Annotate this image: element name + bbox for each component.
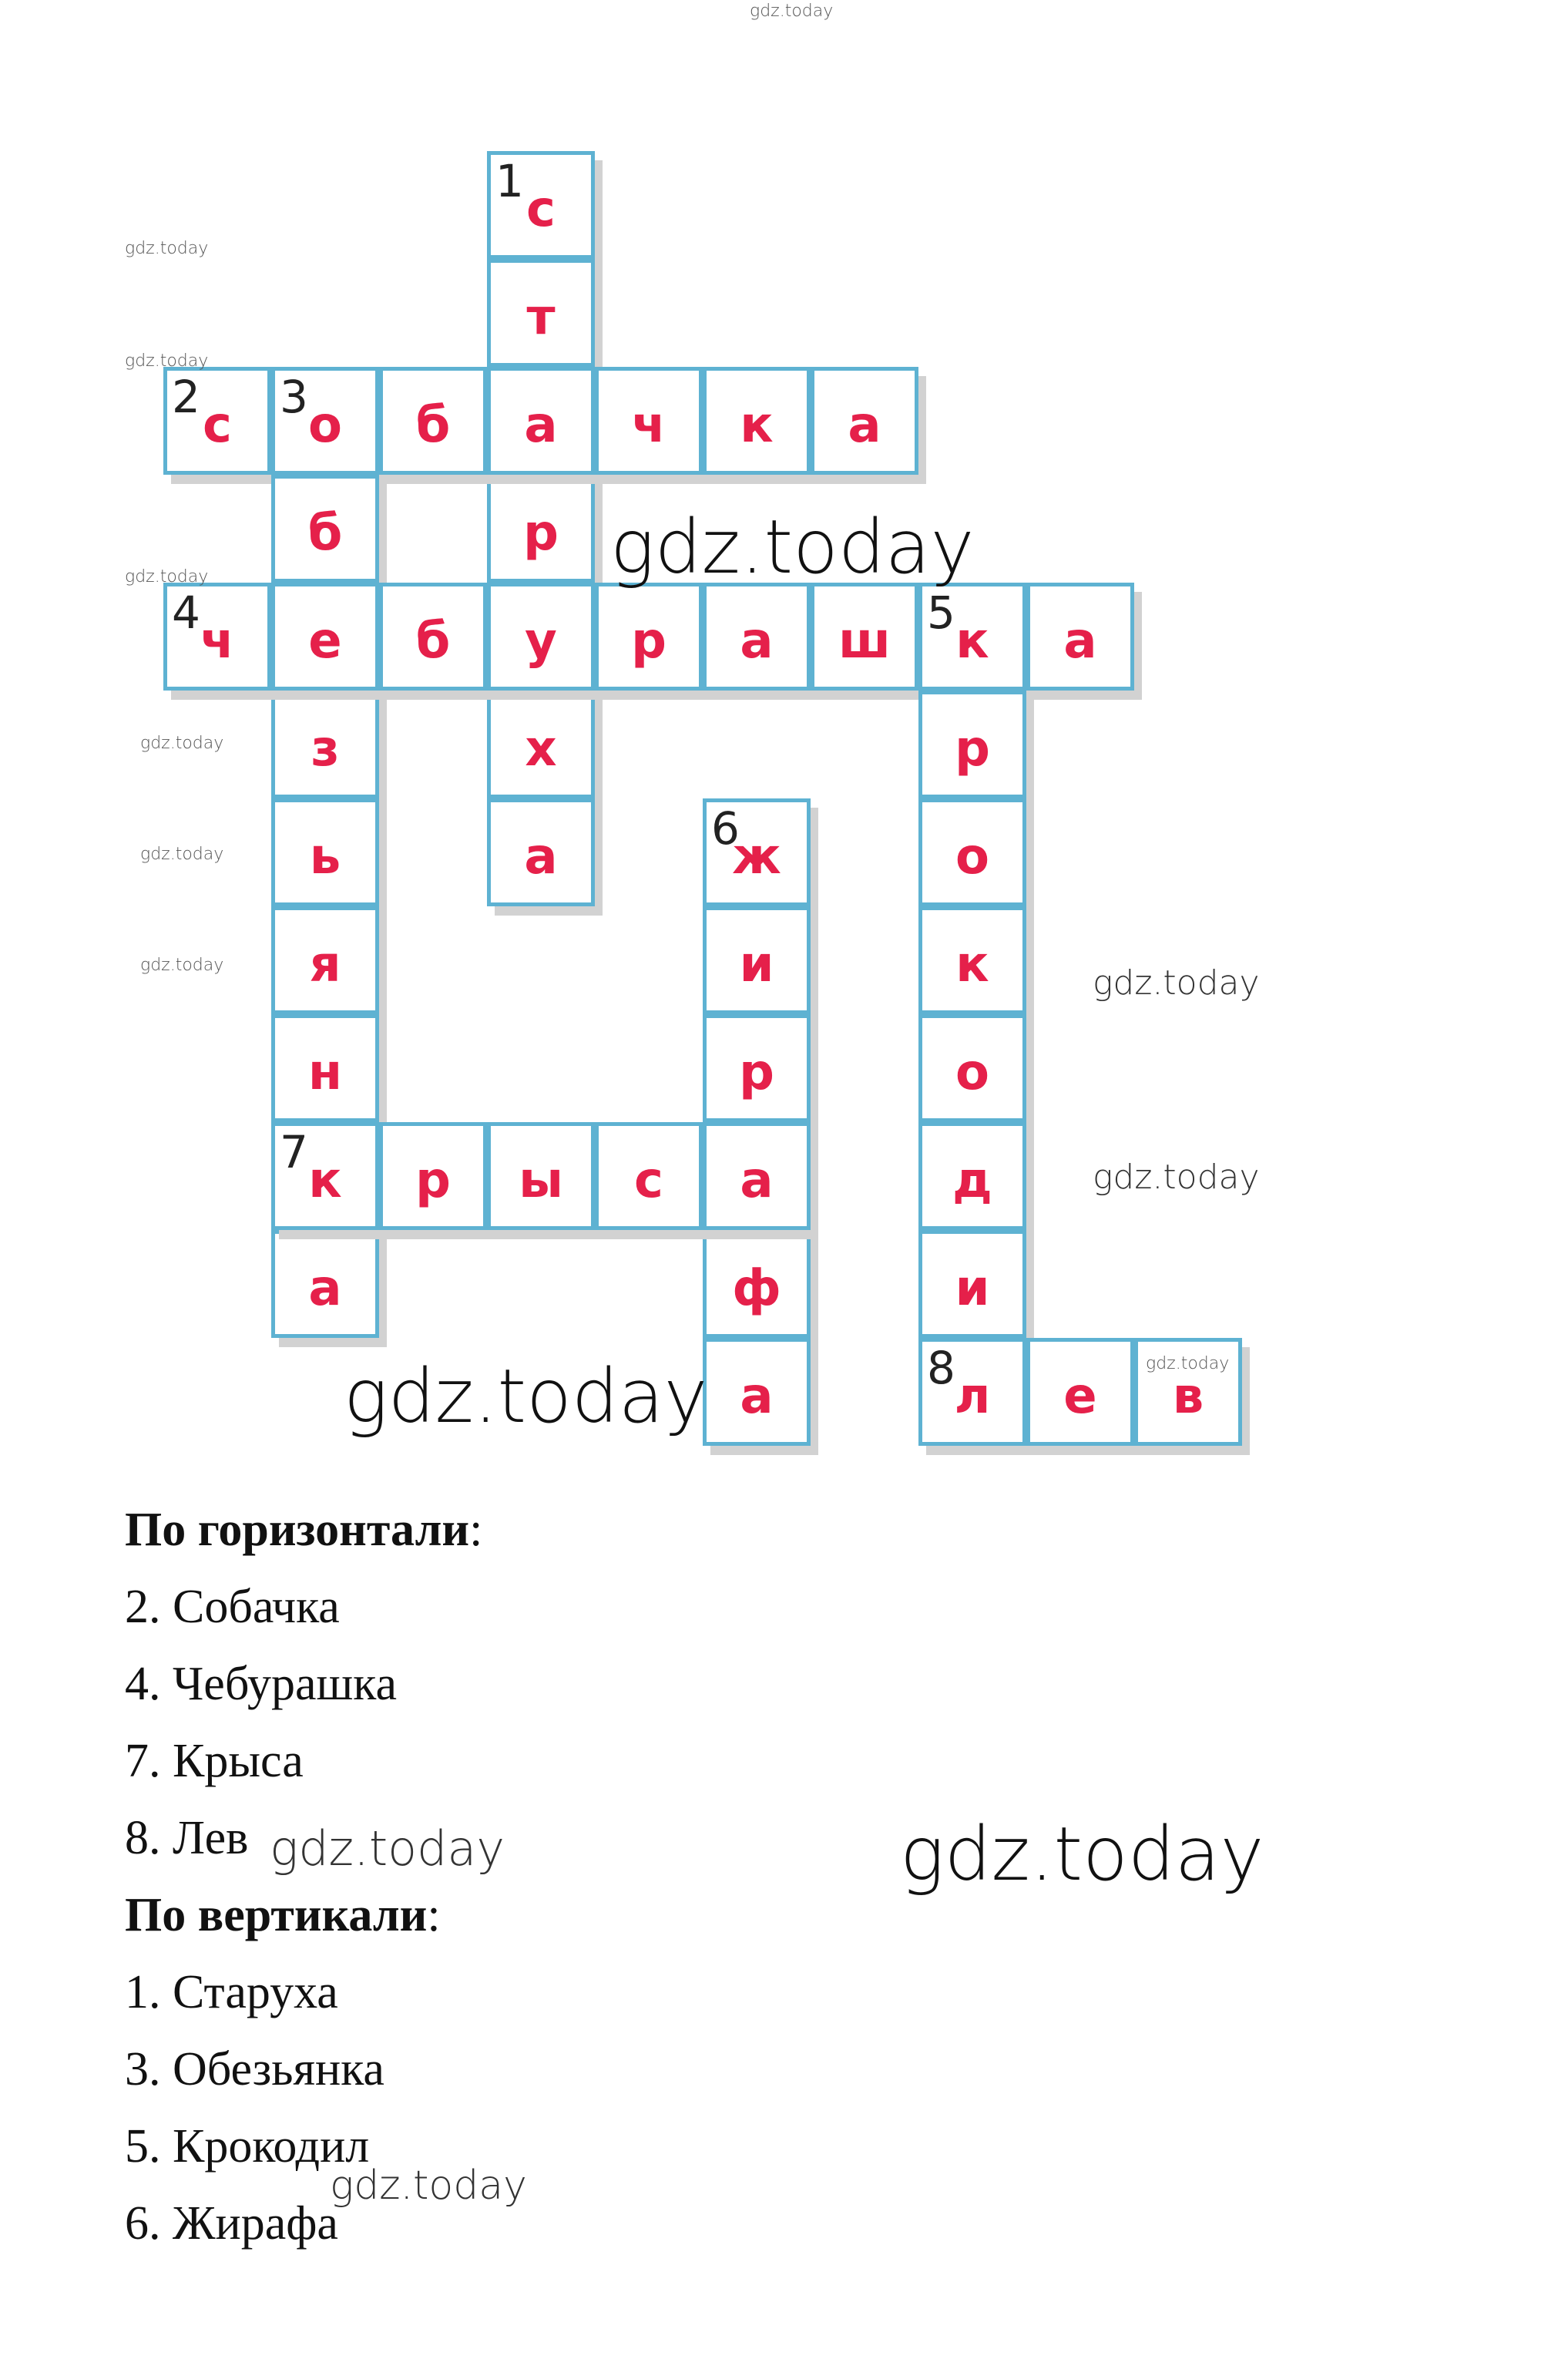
watermark: gdz.today (1146, 1354, 1230, 1373)
watermark: gdz.today (125, 567, 209, 586)
crossword-cell (595, 583, 703, 691)
crossword-cell (811, 367, 918, 475)
crossword-cell (703, 906, 811, 1014)
cell-letter: р (415, 1152, 451, 1209)
crossword-cell (1026, 583, 1134, 691)
cell-letter: е (308, 613, 342, 670)
cell-letter: к (955, 936, 989, 993)
crossword-cell (163, 367, 271, 475)
clue-number: 1 (495, 155, 524, 207)
crossword-cell (703, 1122, 811, 1230)
cell-letter: р (955, 721, 990, 778)
crossword-cell (379, 1122, 487, 1230)
crossword-cell (811, 583, 918, 691)
horizontal-heading (125, 1503, 482, 1558)
cell-letter: д (952, 1152, 992, 1209)
cell-letter: б (415, 397, 451, 454)
answer-line: 2. Собачка (125, 1581, 340, 1633)
cell-letter: и (955, 1260, 990, 1317)
cell-letter: ш (838, 613, 891, 670)
crossword-cell (271, 475, 379, 583)
watermark: gdz.today (610, 504, 975, 590)
cell-letter: а (524, 828, 558, 886)
cell-letter: и (739, 936, 774, 993)
heading-colon: : (427, 1889, 441, 1941)
heading-colon: : (469, 1504, 483, 1556)
crossword-cell (379, 367, 487, 475)
crossword-cell (1026, 1338, 1134, 1446)
cell-letter: о (955, 828, 989, 886)
cell-letter: р (523, 505, 559, 562)
clue-number: 5 (927, 586, 955, 639)
crossword-cell (918, 691, 1026, 798)
crossword-cell (379, 583, 487, 691)
cell-letter: а (524, 397, 558, 454)
crossword-cell (271, 691, 379, 798)
crossword-cell (703, 1014, 811, 1122)
vertical-title: По вертикали (125, 1889, 428, 1941)
crossword-cell (271, 1014, 379, 1122)
crossword-cell (703, 583, 811, 691)
cell-letter: а (848, 397, 881, 454)
cell-letter: ж (732, 828, 781, 886)
cell-letter: ф (732, 1260, 781, 1317)
crossword-cell (918, 583, 1026, 691)
crossword-cell (487, 1122, 595, 1230)
cell-letter: е (1063, 1368, 1097, 1425)
cell-letter: я (309, 936, 341, 993)
cell-letter: в (1172, 1368, 1204, 1425)
cell-letter: к (308, 1152, 342, 1209)
cell-letter: р (739, 1044, 774, 1101)
cell-letter: а (740, 1368, 774, 1425)
crossword-cell (918, 1230, 1026, 1338)
crossword-cell (487, 475, 595, 583)
answer-line: 8. Лев (125, 1812, 249, 1864)
watermark: gdz.today (330, 2163, 527, 2209)
clue-number: 3 (280, 371, 308, 423)
crossword-cell (487, 151, 595, 259)
crossword-cell (918, 906, 1026, 1014)
cell-letter: л (954, 1368, 991, 1425)
watermark: gdz.today (1093, 1158, 1260, 1197)
watermark: gdz.today (1093, 963, 1260, 1003)
crossword-cell (487, 367, 595, 475)
watermark: gdz.today (270, 1820, 505, 1877)
crossword-cell (271, 1230, 379, 1338)
cell-letter: т (526, 289, 556, 346)
watermark: gdz.today (125, 239, 209, 258)
cell-letter: х (525, 721, 557, 778)
cell-letter: о (955, 1044, 989, 1101)
cell-letter: а (740, 1152, 774, 1209)
cell-letter: ч (632, 397, 666, 454)
crossword-cell (487, 691, 595, 798)
crossword-cell (163, 583, 271, 691)
answer-line: 6. Жирафа (125, 2197, 338, 2250)
cell-letter: б (307, 505, 343, 562)
vertical-heading (125, 1888, 441, 1943)
cell-letter: к (740, 397, 774, 454)
cell-letter: с (634, 1152, 663, 1209)
crossword-cell (487, 798, 595, 906)
crossword-cell (487, 259, 595, 367)
clue-number: 6 (711, 802, 740, 855)
crossword-cell (595, 367, 703, 475)
answer-line: 7. Крыса (125, 1735, 304, 1787)
watermark: gdz.today (140, 956, 224, 975)
clue-number: 8 (927, 1342, 955, 1394)
answer-line: 3. Обезьянка (125, 2043, 384, 2095)
crossword-cell (703, 798, 811, 906)
cell-letter: б (415, 613, 451, 670)
cell-letter: р (631, 613, 666, 670)
crossword-cell (918, 1122, 1026, 1230)
crossword-cell (271, 1122, 379, 1230)
crossword-cell (918, 1014, 1026, 1122)
cell-letter: ь (309, 828, 341, 886)
crossword-cell (595, 1122, 703, 1230)
watermark: gdz.today (140, 845, 224, 864)
crossword-cell (487, 583, 595, 691)
cell-letter: а (740, 613, 774, 670)
cell-letter: а (1063, 613, 1097, 670)
clue-number: 4 (172, 586, 200, 639)
cell-letter: н (307, 1044, 343, 1101)
cell-letter: к (955, 613, 989, 670)
crossword-cell (703, 1230, 811, 1338)
cell-letter: у (525, 613, 557, 670)
answer-line: 4. Чебурашка (125, 1658, 397, 1710)
watermark: gdz.today (900, 1811, 1264, 1897)
crossword-cell (271, 798, 379, 906)
answer-line: 1. Старуха (125, 1966, 338, 2018)
cell-letter: ы (519, 1152, 563, 1209)
crossword-cell (271, 906, 379, 1014)
crossword-cell (271, 583, 379, 691)
clue-number: 2 (172, 371, 200, 423)
cell-letter: о (308, 397, 342, 454)
crossword-cell (703, 367, 811, 475)
watermark: gdz.today (125, 351, 209, 371)
crossword-cell (271, 367, 379, 475)
watermark: gdz.today (344, 1353, 708, 1440)
crossword-cell (703, 1338, 811, 1446)
crossword-cell (918, 798, 1026, 906)
horizontal-title: По горизонтали (125, 1504, 470, 1556)
watermark: gdz.today (140, 734, 224, 753)
cell-letter: а (308, 1260, 342, 1317)
cell-letter: с (203, 397, 232, 454)
cell-letter: з (311, 721, 340, 778)
crossword-cell (918, 1338, 1026, 1446)
clue-number: 7 (280, 1126, 308, 1178)
cell-letter: с (526, 181, 556, 238)
answer-line: 5. Крокодил (125, 2120, 370, 2173)
watermark: gdz.today (750, 2, 834, 21)
cell-letter: ч (200, 613, 234, 670)
